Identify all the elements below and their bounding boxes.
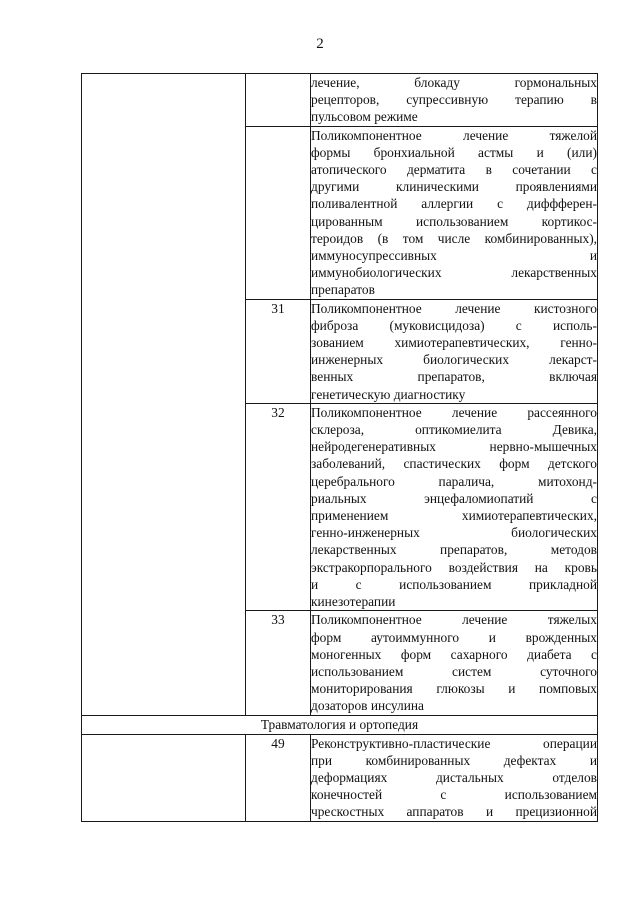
treatment-description (311, 74, 598, 127)
row-number (246, 126, 311, 299)
text-line: Поликомпонентное лечение тяжелой (311, 127, 597, 143)
text-line: цированным использованием кортикос- (311, 213, 597, 229)
text-line: препаратов (311, 282, 375, 298)
text-line: заболеваний, спастических форм детского (311, 456, 597, 472)
text-line: кинезотерапии (311, 594, 396, 610)
document-table (81, 73, 598, 822)
text-line: иммунобиологических лекарственных (311, 265, 597, 281)
text-line: фиброза (муковисцидоза) с исполь- (311, 317, 597, 333)
row-number: 49 (246, 734, 311, 821)
text-line: дозаторов инсулина (311, 698, 424, 714)
text-line: Реконструктивно-пластические операции (311, 735, 597, 751)
treatment-description (311, 126, 598, 299)
section-header-row (82, 715, 598, 734)
treatment-description (311, 299, 598, 403)
treatment-description (311, 403, 598, 610)
text-line: пульсовом режиме (311, 109, 418, 125)
text-line: венных препаратов, включая (311, 369, 597, 385)
row-number: 31 (246, 299, 311, 403)
row-number: 32 (246, 403, 311, 610)
text-line: церебрального паралича, митохонд- (311, 473, 597, 489)
section-title: Травматология и ортопедия (82, 715, 598, 734)
text-line: поливалентной аллергии с диффферен- (311, 196, 597, 212)
treatment-description (311, 611, 598, 715)
text-line: генетическую диагностику (311, 386, 466, 402)
page-number: 2 (316, 36, 324, 52)
text-line: Поликомпонентное лечение кистозного (311, 300, 597, 316)
text-line: лекарственных препаратов, методов (311, 542, 597, 558)
text-line: атопического дерматита в сочетании с (311, 162, 597, 178)
text-line: рецепторов, супрессивную терапию в (311, 92, 597, 108)
row-number (246, 74, 311, 127)
treatment-description (311, 734, 598, 821)
text-line: форм аутоиммунного и врожденных (311, 629, 597, 645)
text-line: мониторирования глюкозы и помповых (311, 681, 597, 697)
text-line: Поликомпонентное лечение тяжелых (311, 612, 597, 628)
text-line: применением химиотерапевтических, (311, 508, 597, 524)
text-line: и с использованием прикладной (311, 576, 597, 592)
table-row (82, 74, 598, 127)
row-number: 33 (246, 611, 311, 715)
text-line: лечение, блокаду гормональных (311, 75, 597, 90)
text-line: использованием систем суточного (311, 663, 597, 679)
text-line: Поликомпонентное лечение рассеянного (311, 404, 597, 420)
blank-column-cell (82, 74, 246, 716)
text-line: инженерных биологических лекарст- (311, 352, 597, 368)
text-line: тероидов (в том числе комбинированных), (311, 230, 597, 246)
text-line: формы бронхиальной астмы и (или) (311, 144, 597, 160)
text-line: экстракорпорального воздействия на кровь (311, 559, 597, 575)
table-row (82, 734, 598, 821)
text-line: моногенных форм сахарного диабета с (311, 646, 597, 662)
text-line: деформациях дистальных отделов (311, 769, 597, 785)
blank-column-cell (82, 734, 246, 821)
text-line: зованием химиотерапевтических, генно- (311, 335, 597, 351)
text-line: риальных энцефаломиопатий с (311, 490, 597, 506)
text-line: чрескостных аппаратов и прецизионной (311, 804, 597, 820)
text-line: другими клиническими проявлениями (311, 179, 597, 195)
text-line: при комбинированных дефектах и (311, 752, 597, 768)
text-line: генно-инженерных биологических (311, 525, 597, 541)
text-line: склероза, оптикомиелита Девика, (311, 422, 597, 438)
text-line: иммуносупрессивных и (311, 248, 597, 264)
text-line: конечностей с использованием (311, 787, 597, 803)
text-line: нейродегенеративных нервно-мышечных (311, 439, 597, 455)
